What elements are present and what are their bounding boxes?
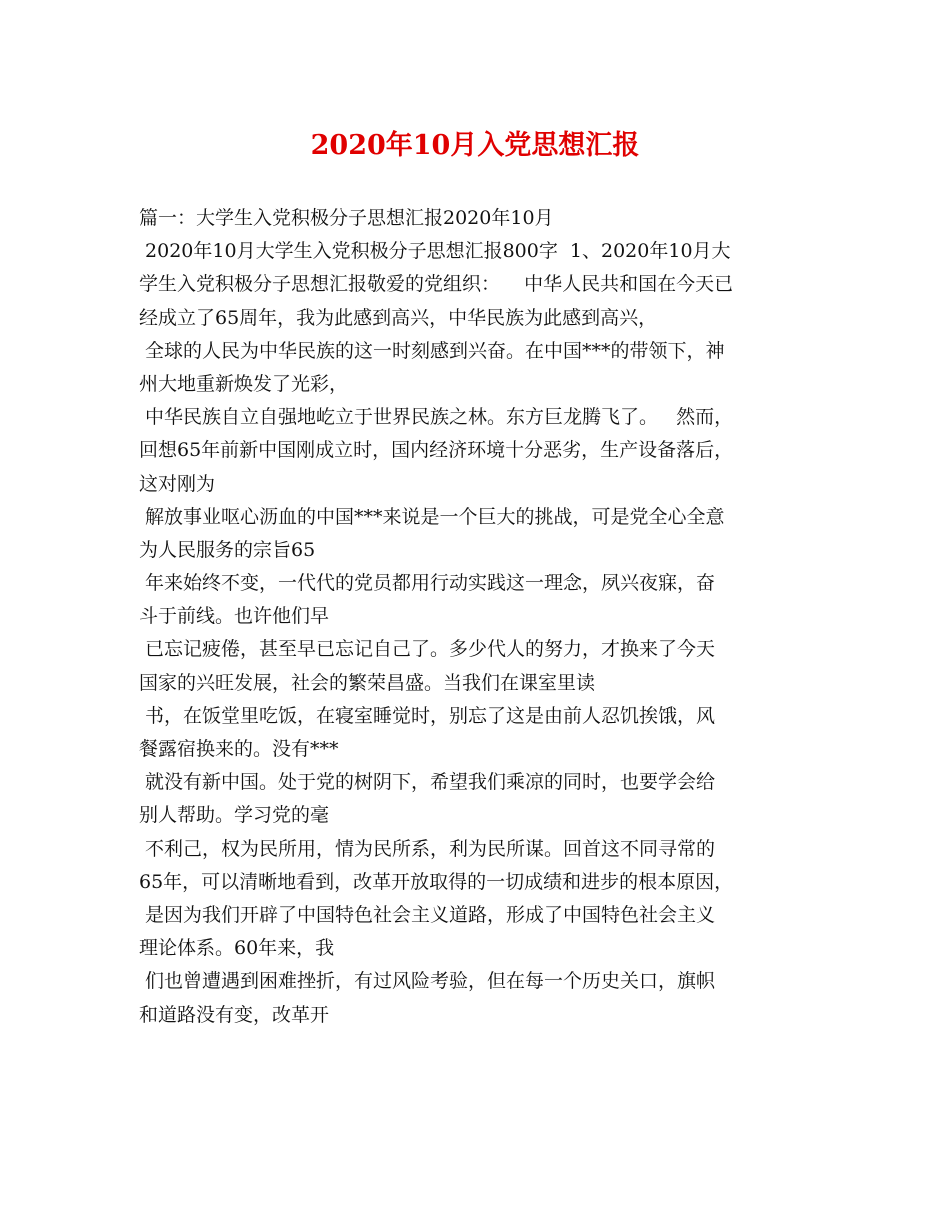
body-line: 不利己，权为民所用，情为民所系，利为民所谋。回首这不同寻常的 — [139, 837, 716, 860]
document-title: 2020年10月入党思想汇报 — [310, 130, 640, 161]
body-line: 回想65年前新中国刚成立时，国内经济环境十分恶劣，生产设备落后， — [139, 439, 734, 462]
body-line: 中华民族自立自强地屹立于世界民族之林。东方巨龙腾飞了。 然而， — [139, 406, 734, 429]
document-body — [139, 202, 819, 1032]
body-line: 别人帮助。学习党的毫 — [139, 804, 330, 827]
body-line: 们也曾遭遇到困难挫折，有过风险考验，但在每一个历史关口，旗帜 — [139, 970, 716, 993]
body-line: 餐露宿换来的。没有*** — [139, 738, 339, 760]
body-line: 书，在饭堂里吃饭，在寝室睡觉时，别忘了这是由前人忍饥挨饿，风 — [139, 704, 716, 727]
body-line: 就没有新中国。处于党的树阴下，希望我们乘凉的同时，也要学会给 — [139, 771, 716, 794]
body-line: 理论体系。60年来，我 — [139, 937, 335, 960]
body-line: 州大地重新焕发了光彩， — [139, 372, 349, 395]
body-line: 2020年10月大学生入党积极分子思想汇报800字 1、2020年10月大 — [139, 240, 731, 263]
body-line: 和道路没有变，改革开 — [139, 1003, 330, 1026]
body-line: 斗于前线。也许他们早 — [139, 605, 330, 628]
body-line: 这对刚为 — [139, 472, 216, 495]
body-line: 篇一：大学生入党积极分子思想汇报2020年10月 — [139, 207, 554, 229]
body-line: 国家的兴旺发展，社会的繁荣昌盛。当我们在课室里读 — [139, 671, 596, 694]
body-line: 经成立了65周年，我为此感到高兴，中华民族为此感到高兴， — [139, 306, 658, 329]
body-line: 全球的人民为中华民族的这一时刻感到兴奋。在中国***的带领下，神 — [139, 339, 725, 362]
body-line: 年来始终不变，一代代的党员都用行动实践这一理念，夙兴夜寐，奋 — [139, 572, 716, 595]
body-line: 为人民服务的宗旨65 — [139, 538, 316, 561]
body-line: 是因为我们开辟了中国特色社会主义道路，形成了中国特色社会主义 — [139, 903, 716, 926]
body-line: 65年，可以清晰地看到，改革开放取得的一切成绩和进步的根本原因， — [139, 870, 734, 893]
body-line: 学生入党积极分子思想汇报敬爱的党组织： 中华人民共和国在今天已 — [139, 273, 734, 296]
body-line: 已忘记疲倦，甚至早已忘记自己了。多少代人的努力，才换来了今天 — [139, 638, 716, 661]
body-line: 解放事业呕心沥血的中国***来说是一个巨大的挑战，可是党全心全意 — [139, 505, 725, 528]
